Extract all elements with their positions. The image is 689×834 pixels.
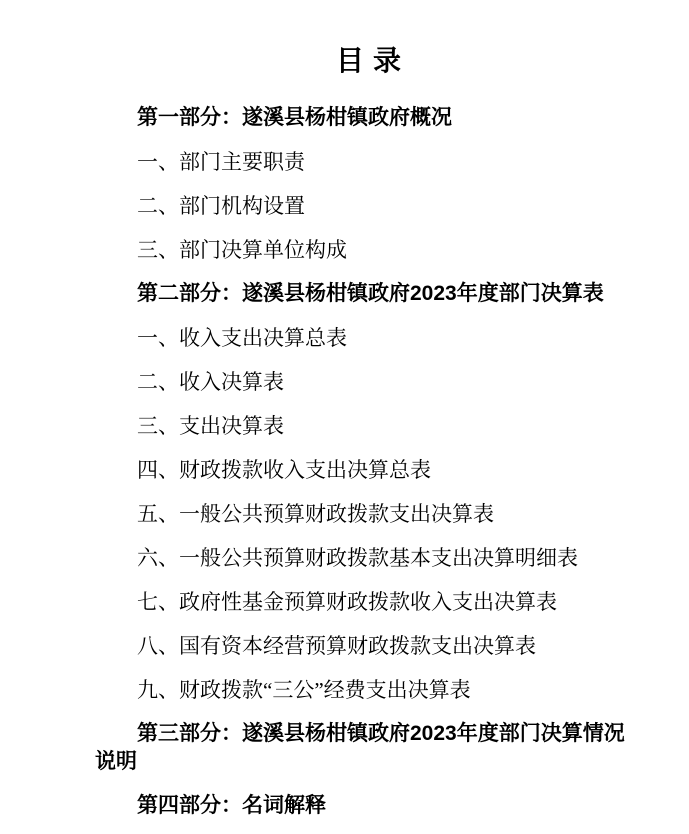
toc-item-part2-5: 五、一般公共预算财政拨款支出决算表	[137, 502, 494, 526]
toc-heading-part2: 第二部分：遂溪县杨柑镇政府2023年度部门决算表	[137, 282, 604, 305]
toc-heading-part4: 第四部分：名词解释	[137, 794, 326, 817]
toc-item-part2-4: 四、财政拨款收入支出决算总表	[137, 458, 431, 482]
toc-item-part1-3: 三、部门决算单位构成	[137, 238, 347, 262]
toc-item-part2-3: 三、支出决算表	[137, 414, 284, 438]
toc-item-part2-2: 二、收入决算表	[137, 370, 284, 394]
toc-item-part2-1: 一、收入支出决算总表	[137, 326, 347, 350]
toc-item-part2-6: 六、一般公共预算财政拨款基本支出决算明细表	[137, 546, 578, 570]
page-title: 目 录	[335, 46, 402, 77]
toc-item-part2-9: 九、财政拨款“三公”经费支出决算表	[137, 678, 471, 702]
toc-heading-part1: 第一部分：遂溪县杨柑镇政府概况	[137, 106, 452, 129]
toc-item-part2-7: 七、政府性基金预算财政拨款收入支出决算表	[137, 590, 557, 614]
toc-item-part2-8: 八、国有资本经营预算财政拨款支出决算表	[137, 634, 536, 658]
toc-heading-part3: 第三部分：遂溪县杨柑镇政府2023年度部门决算情况说明	[95, 722, 625, 773]
toc-item-part1-1: 一、部门主要职责	[137, 150, 305, 174]
toc-item-part1-2: 二、部门机构设置	[137, 194, 305, 218]
